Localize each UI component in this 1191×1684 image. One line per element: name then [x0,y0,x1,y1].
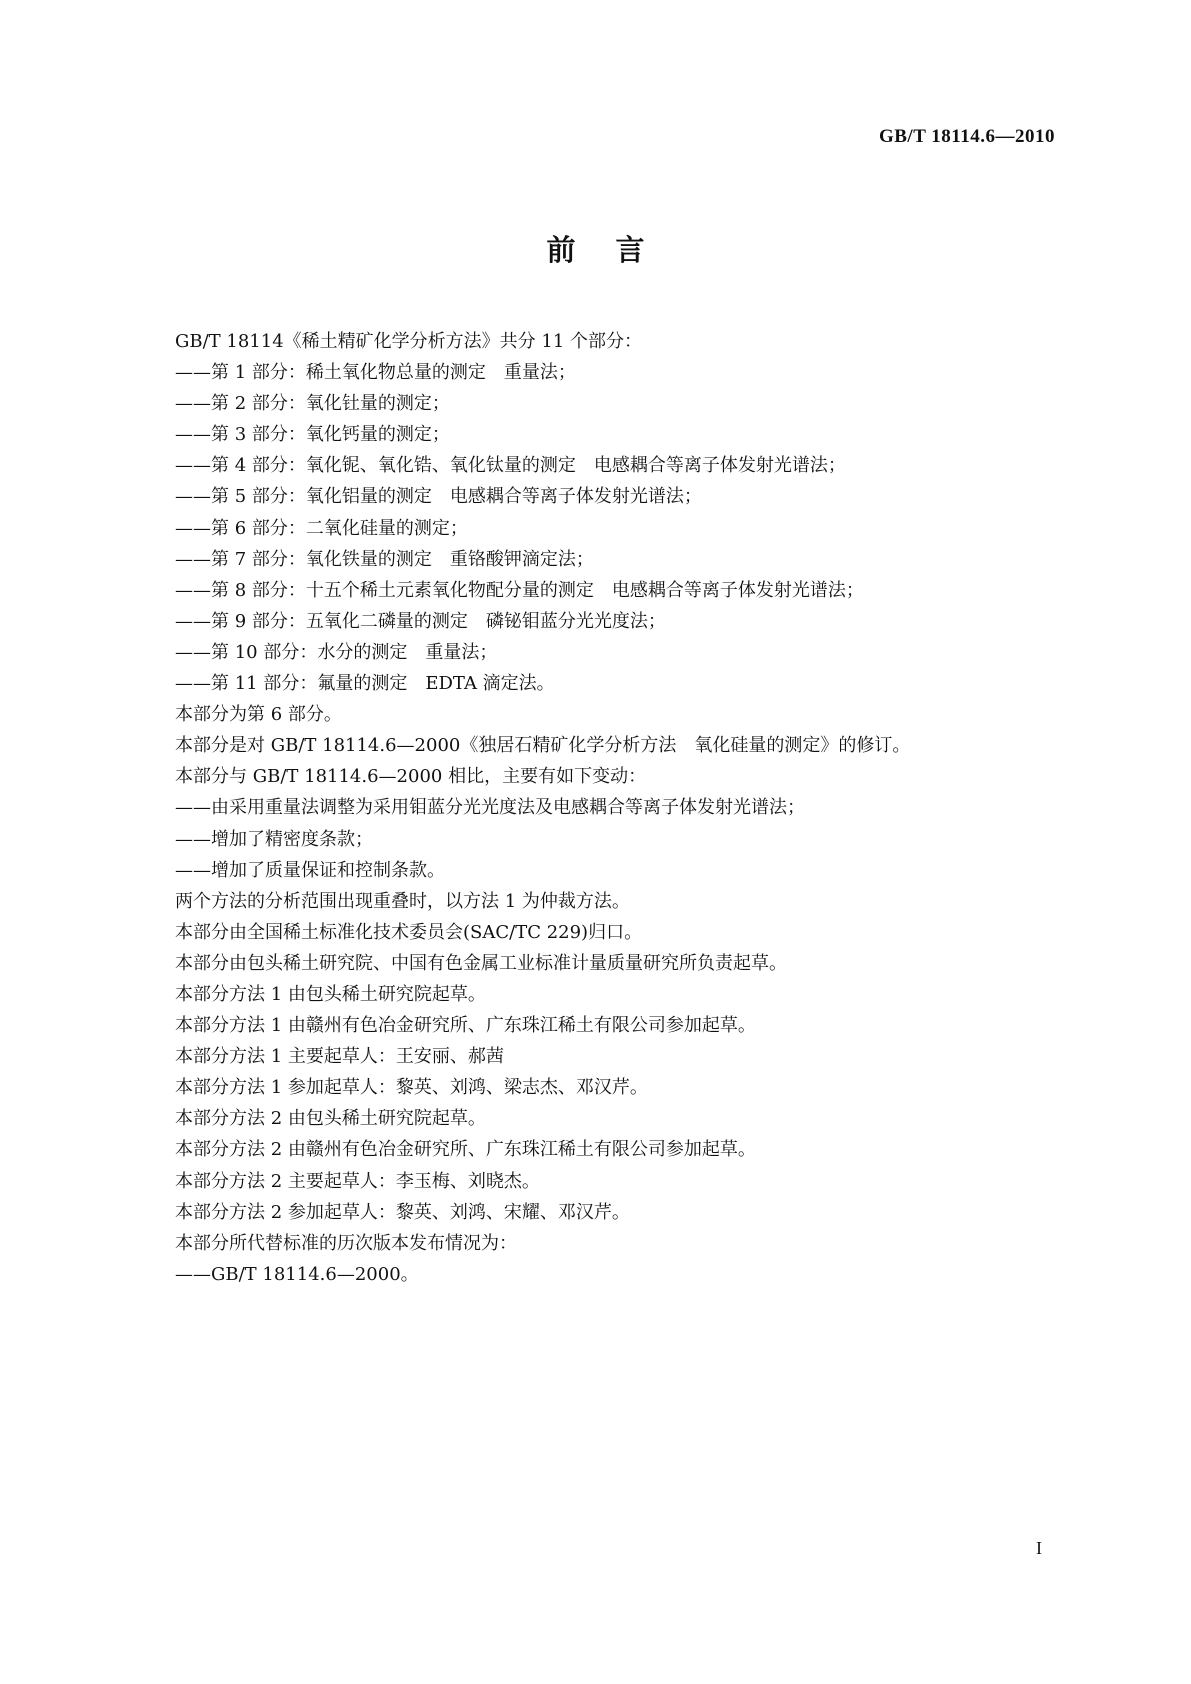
paragraph-arbitration: 两个方法的分析范围出现重叠时，以方法 1 为仲裁方法。 [175,890,630,912]
paragraph-changes-intro: 本部分与 GB/T 18114.6—2000 相比，主要有如下变动： [175,766,647,788]
list-item-part-4: ——第 4 部分：氧化铌、氧化锆、氧化钛量的测定 电感耦合等离子体发射光谱法； [175,455,846,477]
list-item-part-10: ——第 10 部分：水分的测定 重量法； [175,641,498,663]
list-item-change-3: ——增加了质量保证和控制条款。 [175,859,445,881]
page-number: I [1036,1538,1042,1558]
paragraph-history-intro: 本部分所代替标准的历次版本发布情况为： [175,1232,517,1254]
list-item-part-7: ——第 7 部分：氧化铁量的测定 重铬酸钾滴定法； [175,548,594,570]
list-item-part-6: ——第 6 部分：二氧化硅量的测定； [175,517,468,539]
paragraph-part-statement: 本部分为第 6 部分。 [175,704,342,726]
paragraph-drafting-org: 本部分由包头稀土研究院、中国有色金属工业标准计量质量研究所负责起草。 [175,952,787,974]
list-item-part-5: ——第 5 部分：氧化铝量的测定 电感耦合等离子体发射光谱法； [175,486,702,508]
paragraph-committee: 本部分由全国稀土标准化技术委员会(SAC/TC 229)归口。 [175,921,643,943]
paragraph-method1-participants: 本部分方法 1 由赣州有色冶金研究所、广东珠江稀土有限公司参加起草。 [175,1015,756,1037]
list-item-part-2: ——第 2 部分：氧化钍量的测定； [175,393,450,415]
list-item-change-2: ——增加了精密度条款； [175,828,373,850]
list-item-part-11: ——第 11 部分：氟量的测定 EDTA 滴定法。 [175,673,555,695]
foreword-body [175,326,1035,1290]
list-item-part-1: ——第 1 部分：稀土氧化物总量的测定 重量法； [175,362,576,384]
paragraph-method2-participants: 本部分方法 2 由赣州有色冶金研究所、广东珠江稀土有限公司参加起草。 [175,1139,756,1161]
paragraph-method1-main-drafters: 本部分方法 1 主要起草人：王安丽、郝茜 [175,1046,504,1068]
paragraph-method2-main-drafters: 本部分方法 2 主要起草人：李玉梅、刘晓杰。 [175,1170,540,1192]
standard-number: GB/T 18114.6—2010 [878,126,1055,147]
paragraph-revision: 本部分是对 GB/T 18114.6—2000《独居石精矿化学分析方法 氧化硅量的测定》的修订。 [175,735,911,757]
paragraph-method1-participant-drafters: 本部分方法 1 参加起草人：黎英、刘鸿、梁志杰、邓汉芹。 [175,1077,648,1099]
page-title: 前言 [546,233,685,267]
paragraph-intro: GB/T 18114《稀土精矿化学分析方法》共分 11 个部分： [175,331,643,352]
list-item-history-1: ——GB/T 18114.6—2000。 [175,1263,419,1285]
paragraph-method1-drafter: 本部分方法 1 由包头稀土研究院起草。 [175,983,486,1005]
paragraph-method2-drafter: 本部分方法 2 由包头稀土研究院起草。 [175,1108,486,1130]
list-item-part-3: ——第 3 部分：氧化钙量的测定； [175,424,450,446]
list-item-part-8: ——第 8 部分：十五个稀土元素氧化物配分量的测定 电感耦合等离子体发射光谱法； [175,579,864,601]
paragraph-method2-participant-drafters: 本部分方法 2 参加起草人：黎英、刘鸿、宋耀、邓汉芹。 [175,1201,630,1223]
list-item-part-9: ——第 9 部分：五氧化二磷量的测定 磷铋钼蓝分光光度法； [175,610,666,632]
list-item-change-1: ——由采用重量法调整为采用钼蓝分光光度法及电感耦合等离子体发射光谱法； [175,797,805,819]
